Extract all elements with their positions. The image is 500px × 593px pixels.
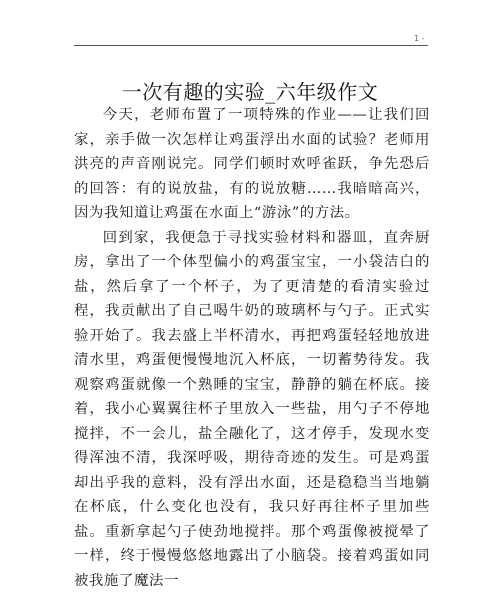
paragraph-2: 回到家，我便急于寻找实验材料和器皿，直奔厨房，拿出了一个体型偏小的鸡蛋宝宝，一小袋洁白的盐，然后拿了一个杯子，为了更清楚的看清实验过程，我贡献出了自己喝牛奶的玻璃杯与勺子。正式实验开始了。我去盛上半杯清水，再把鸡蛋轻轻地放进清水里，鸡蛋便慢慢地沉入杯底，一切蓄势待发。我观察鸡蛋就像一个熟睡的宝宝，静静的躺在杯底。接着，我小心翼翼往杯子里放入一些盐，用勺子不停地搅拌，不一会儿，盐全融化了，这才停手，发现水变得浑浊不清，我深呼吸，期待奇迹的发生。可是鸡蛋却出乎我的意料，没有浮出水面，还是稳稳当当地躺在杯底，什么变化也没有，我只好再往杯子里加些盐。重新拿起勺子使劲地搅拌。那个鸡蛋像被搅晕了一样，终于慢慢悠悠地露出了小脑袋。接着鸡蛋如同被我施了魔法一 — [74, 226, 430, 593]
document-title: 一次有趣的实验_六年级作文 — [0, 76, 500, 105]
header-page-mark: 1 - — [414, 34, 425, 43]
document-body — [74, 103, 430, 593]
paragraph-1: 今天，老师布置了一项特殊的作业——让我们回家，亲手做一次怎样让鸡蛋浮出水面的试验？老师用洪亮的声音刚说完。同学们顿时欢呼雀跃，争先恐后的回答：有的说放盐，有的说放糖……我暗暗高兴，因为我知道让鸡蛋在水面上“游泳”的方法。 — [74, 103, 430, 226]
header-divider — [74, 45, 428, 46]
